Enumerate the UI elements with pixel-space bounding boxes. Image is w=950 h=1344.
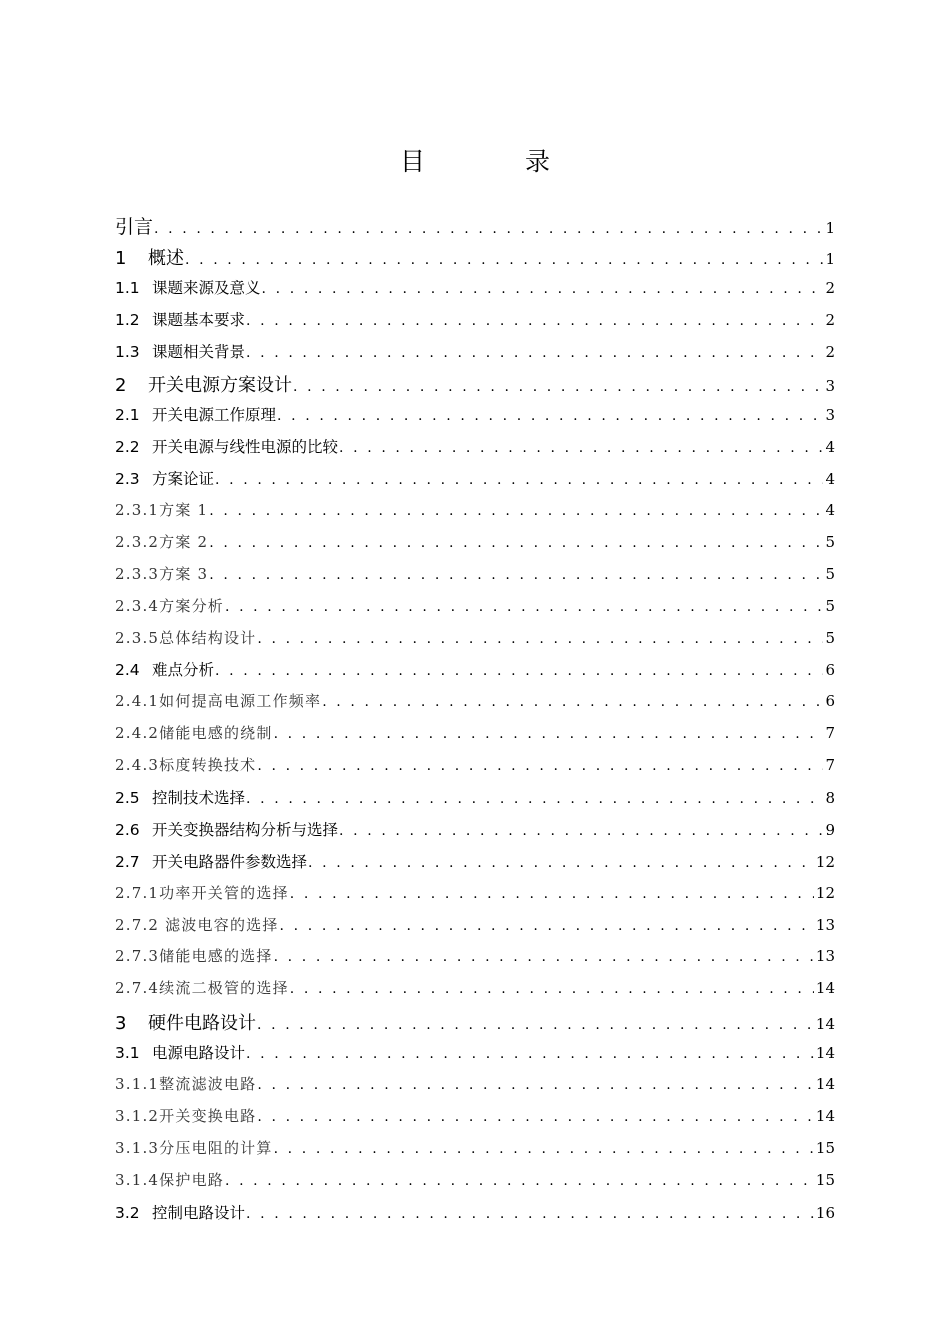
toc-entry[interactable] <box>115 531 835 563</box>
toc-entry-number: 2.3 <box>115 470 140 489</box>
toc-page-number: 4 <box>825 438 835 457</box>
toc-page-number: 14 <box>815 979 835 998</box>
toc-entry-number: 3.2 <box>115 1203 140 1222</box>
toc-entry-number: 2.3.5 <box>115 628 160 647</box>
toc-entry-text: 如何提高电源工作频率 <box>159 692 322 711</box>
toc-entry[interactable] <box>115 1041 835 1073</box>
toc-entry-text: 开关电源工作原理 <box>152 406 277 425</box>
toc-entry-label <box>115 1201 245 1223</box>
toc-entry[interactable] <box>115 308 835 340</box>
toc-page-number: 15 <box>815 1138 835 1157</box>
toc-entry-number: 2.3.1 <box>115 501 160 520</box>
toc-page-number: 9 <box>825 820 835 839</box>
toc-entry[interactable] <box>115 563 835 595</box>
toc-dot-leader <box>246 313 823 329</box>
toc-page-number: 1 <box>825 219 835 237</box>
toc-entry-number: 2.7.2 <box>115 915 160 934</box>
toc-dot-leader <box>274 949 814 965</box>
toc-dot-leader <box>280 918 814 934</box>
toc-entry[interactable] <box>115 977 835 1009</box>
toc-entry-label <box>115 658 214 680</box>
toc-entry-number: 2.3.4 <box>115 596 160 615</box>
toc-entry[interactable] <box>115 722 835 754</box>
toc-page-number: 12 <box>815 852 835 871</box>
toc-dot-leader <box>225 1173 814 1189</box>
toc-page-number: 4 <box>825 501 835 520</box>
toc-dot-leader <box>246 345 823 361</box>
toc-entry-text: 开关电源方案设计 <box>148 375 292 397</box>
toc-entry[interactable] <box>115 595 835 627</box>
toc-entry-text: 方案分析 <box>159 596 224 615</box>
toc-dot-leader <box>339 823 823 839</box>
toc-entry-label <box>115 1105 256 1126</box>
toc-entry-number: 2.1 <box>115 406 140 425</box>
toc-entry-label <box>115 914 279 935</box>
toc-entry[interactable] <box>115 499 835 531</box>
toc-entry-label <box>115 1073 256 1094</box>
toc-entry[interactable] <box>115 1073 835 1105</box>
toc-entry-text: 开关电路器件参数选择 <box>152 852 308 871</box>
toc-entry-label <box>115 212 153 239</box>
toc-entry-text: 储能电感的绕制 <box>159 724 273 743</box>
toc-entry-label <box>115 531 208 552</box>
toc-entry-number: 1 <box>115 247 127 269</box>
toc-entry[interactable] <box>115 914 835 946</box>
toc-entry-text: 概述 <box>148 247 184 269</box>
toc-page-number: 2 <box>825 342 835 361</box>
toc-dot-leader <box>209 567 823 583</box>
toc-entry-number: 3.1.3 <box>115 1138 160 1157</box>
toc-entry-number: 2.3.3 <box>115 564 160 583</box>
toc-entry-text: 开关变换器结构分析与选择 <box>152 820 339 839</box>
toc-entry-number: 2.7.1 <box>115 883 160 902</box>
toc-dot-leader <box>246 791 823 807</box>
toc-page-number: 13 <box>815 915 835 934</box>
toc-entry-text: 难点分析 <box>152 661 215 680</box>
toc-entry-label <box>115 403 276 425</box>
toc-entry-label <box>115 276 261 298</box>
toc-entry-label <box>115 308 245 330</box>
toc-entry-number: 1.3 <box>115 342 140 361</box>
toc-page-number: 7 <box>825 756 835 775</box>
toc-entry-number: 2.3.2 <box>115 532 160 551</box>
toc-dot-leader <box>274 1141 814 1157</box>
toc-entry[interactable] <box>115 1137 835 1169</box>
toc-entry[interactable] <box>115 340 835 372</box>
toc-entry-number: 2.5 <box>115 789 140 808</box>
toc-entry-text: 整流滤波电路 <box>159 1075 257 1094</box>
toc-dot-leader <box>209 535 823 551</box>
toc-entry-text: 方案论证 <box>152 470 215 489</box>
toc-entry-label <box>115 1137 273 1158</box>
toc-entry-text: 方案 1 <box>159 501 209 520</box>
toc-dot-leader <box>274 726 824 742</box>
toc-entry-number: 3.1.4 <box>115 1170 160 1189</box>
toc-dot-leader <box>290 981 814 997</box>
toc-page-number: 5 <box>825 564 835 583</box>
toc-entry[interactable] <box>115 435 835 467</box>
toc-entry-text: 续流二极管的选择 <box>159 979 289 998</box>
toc-entry-number: 2.2 <box>115 438 140 457</box>
toc-entry[interactable] <box>115 627 835 659</box>
toc-entry[interactable] <box>115 403 835 435</box>
toc-entry[interactable] <box>115 945 835 977</box>
toc-entry-label <box>115 595 224 616</box>
toc-entry[interactable] <box>115 1169 835 1201</box>
toc-entry-label <box>115 1041 245 1063</box>
toc-dot-leader <box>257 631 823 647</box>
toc-entry-number: 2.4.1 <box>115 692 160 711</box>
toc-entry[interactable] <box>115 1105 835 1137</box>
toc-entry-label <box>115 850 307 872</box>
toc-page-number: 6 <box>825 661 835 680</box>
toc-entry[interactable] <box>115 818 835 850</box>
toc-page-number: 14 <box>815 1106 835 1125</box>
toc-entry-number: 3.1 <box>115 1044 140 1063</box>
toc-entry[interactable] <box>115 658 835 690</box>
toc-dot-leader <box>154 221 823 237</box>
toc-dot-leader <box>215 472 823 488</box>
toc-dot-leader <box>277 408 823 424</box>
toc-page-number: 5 <box>825 596 835 615</box>
toc-entry[interactable] <box>115 850 835 882</box>
toc-entry-label <box>115 945 273 966</box>
toc-entry-label <box>115 1009 256 1035</box>
toc-dot-leader <box>257 1017 814 1033</box>
toc-dot-leader <box>257 1077 814 1093</box>
toc-page-number: 14 <box>815 1075 835 1094</box>
toc-entry-number: 1.2 <box>115 310 140 329</box>
toc-page-number: 14 <box>815 1044 835 1063</box>
toc-entry[interactable] <box>115 467 835 499</box>
toc-dot-leader <box>322 694 823 710</box>
toc-page-number: 3 <box>825 377 835 396</box>
toc-entry-number: 2.6 <box>115 820 140 839</box>
table-of-contents <box>115 212 835 1233</box>
toc-dot-leader <box>339 440 823 456</box>
toc-dot-leader <box>308 855 814 871</box>
toc-page-number: 4 <box>825 470 835 489</box>
toc-page-number: 7 <box>825 724 835 743</box>
toc-entry-text: 控制技术选择 <box>152 789 246 808</box>
toc-page-number: 6 <box>825 692 835 711</box>
toc-entry-text: 分压电阻的计算 <box>159 1138 273 1157</box>
toc-dot-leader <box>257 758 823 774</box>
toc-entry-number: 2.7.3 <box>115 947 160 966</box>
toc-entry[interactable] <box>115 244 835 276</box>
toc-entry-number: 2.4.2 <box>115 724 160 743</box>
toc-entry-number: 2.4.3 <box>115 756 160 775</box>
toc-entry-label <box>115 371 292 397</box>
toc-entry-label <box>115 563 208 584</box>
toc-entry-text: 滤波电容的选择 <box>159 915 279 934</box>
toc-entry-text: 引言 <box>115 216 154 238</box>
toc-page-number: 14 <box>815 1015 835 1034</box>
toc-entry[interactable] <box>115 276 835 308</box>
toc-entry-label <box>115 244 184 270</box>
toc-dot-leader <box>246 1046 814 1062</box>
toc-entry-text: 课题基本要求 <box>152 310 246 329</box>
toc-entry-label <box>115 977 289 998</box>
toc-entry[interactable] <box>115 690 835 722</box>
toc-page-number: 16 <box>815 1203 835 1222</box>
toc-entry-label <box>115 1169 224 1190</box>
toc-page-number: 2 <box>825 310 835 329</box>
toc-entry-text: 总体结构设计 <box>159 628 257 647</box>
toc-entry-number: 2.7.4 <box>115 979 160 998</box>
toc-entry-text: 课题相关背景 <box>152 342 246 361</box>
toc-dot-leader <box>225 599 823 615</box>
toc-dot-leader <box>262 281 824 297</box>
toc-entry[interactable] <box>115 371 835 403</box>
toc-dot-leader <box>257 1109 814 1125</box>
toc-entry-number: 3 <box>115 1013 127 1035</box>
toc-page-number: 2 <box>825 278 835 297</box>
toc-entry-text: 方案 2 <box>159 532 209 551</box>
page-title: 目 录 <box>400 147 596 176</box>
toc-entry-text: 硬件电路设计 <box>148 1013 256 1035</box>
toc-entry[interactable] <box>115 212 835 244</box>
toc-entry-number: 3.1.1 <box>115 1075 160 1094</box>
toc-page-number: 15 <box>815 1170 835 1189</box>
toc-page-number: 5 <box>825 532 835 551</box>
toc-entry-text: 课题来源及意义 <box>152 278 261 297</box>
toc-entry-label <box>115 690 321 711</box>
toc-entry-label <box>115 499 208 520</box>
toc-entry-text: 标度转换技术 <box>159 756 257 775</box>
toc-entry-label <box>115 882 289 903</box>
toc-entry-text: 控制电路设计 <box>152 1203 246 1222</box>
toc-entry-label <box>115 818 338 840</box>
toc-entry-text: 开关变换电路 <box>159 1106 257 1125</box>
toc-entry-text: 功率开关管的选择 <box>159 883 289 902</box>
toc-page-number: 12 <box>815 883 835 902</box>
toc-dot-leader <box>185 252 823 268</box>
toc-entry[interactable] <box>115 1201 835 1233</box>
toc-entry-number: 3.1.2 <box>115 1106 160 1125</box>
toc-dot-leader <box>293 379 823 395</box>
toc-entry-label <box>115 435 338 457</box>
toc-entry[interactable] <box>115 882 835 914</box>
toc-dot-leader <box>209 503 823 519</box>
toc-dot-leader <box>246 1206 814 1222</box>
toc-entry-label <box>115 754 256 775</box>
toc-entry[interactable] <box>115 786 835 818</box>
toc-entry-text: 保护电路 <box>159 1170 224 1189</box>
toc-entry-number: 2.4 <box>115 661 140 680</box>
toc-entry-number: 1.1 <box>115 278 140 297</box>
toc-entry-label <box>115 627 256 648</box>
toc-entry-number: 2 <box>115 375 127 397</box>
toc-page-number: 1 <box>825 249 835 268</box>
toc-entry-text: 开关电源与线性电源的比较 <box>152 438 339 457</box>
toc-entry-text: 电源电路设计 <box>152 1044 246 1063</box>
toc-page-number: 13 <box>815 947 835 966</box>
toc-entry-text: 储能电感的选择 <box>159 947 273 966</box>
toc-entry-text: 方案 3 <box>159 564 209 583</box>
toc-dot-leader <box>290 886 814 902</box>
toc-entry-label <box>115 786 245 808</box>
toc-entry-label <box>115 722 273 743</box>
toc-entry-label <box>115 467 214 489</box>
toc-page-number: 8 <box>825 789 835 808</box>
toc-dot-leader <box>215 663 823 679</box>
toc-entry[interactable] <box>115 754 835 786</box>
toc-entry-number: 2.7 <box>115 852 140 871</box>
toc-entry-label <box>115 340 245 362</box>
toc-entry[interactable] <box>115 1009 835 1041</box>
toc-page-number: 5 <box>825 628 835 647</box>
toc-page-number: 3 <box>825 406 835 425</box>
